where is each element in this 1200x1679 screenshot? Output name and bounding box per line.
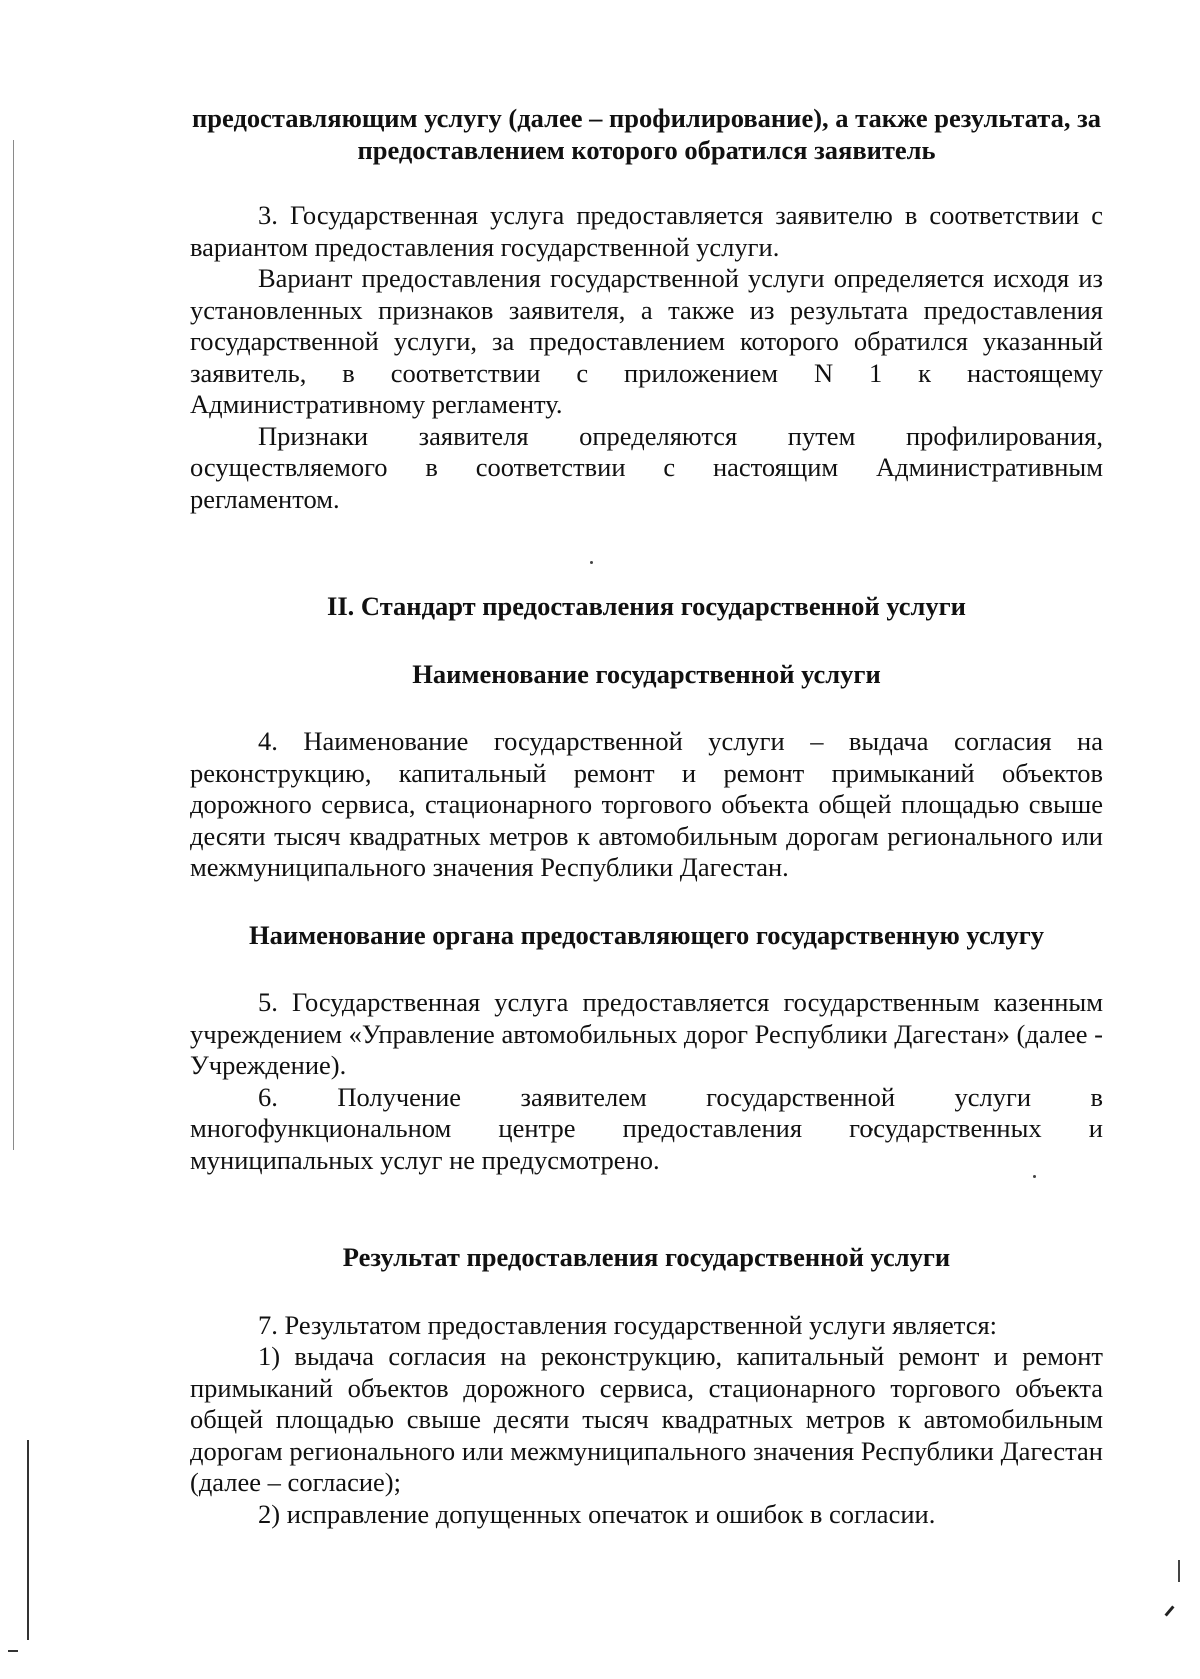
spacer — [190, 884, 1103, 920]
paragraph-variant: Вариант предоставления государственной услуги определяется исходя из установленных признаков заявителя, а также из результата предоставления государственной услуги, за предоставлением которого обратился указанный заявитель, в соответствии с приложением N 1 к настоящему Административному регламенту. — [190, 263, 1103, 419]
paragraph-4: 4. Наименование государственной услуги – выдача согласия на реконструкцию, капитальный ремонт и ремонт примыканий объектов дорожного сервиса, стационарного торгового объекта общей площадью свыше десяти тысяч квадратных метров к автомобильным дорогам регионального или межмуниципального значения Республики Дагестан. — [190, 726, 1103, 882]
paragraph-signs: Признаки заявителя определяются путем профилирования, осуществляемого в соответствии с настоящим Административным регламентом. — [190, 420, 1103, 514]
scan-edge-line — [27, 1440, 29, 1640]
paragraph-3: 3. Государственная услуга предоставляется заявителю в соответствии с вариантом предоставления государственной услуги. — [190, 200, 1103, 262]
spacer — [190, 515, 1103, 591]
sub-heading-authority: Наименование органа предоставляющего государственную услугу — [248, 919, 1045, 950]
sub-heading-service-name: Наименование государственной услуги — [412, 658, 881, 689]
spacer — [190, 1176, 1103, 1242]
spacer — [190, 951, 1103, 987]
paragraph-7-item-1: 1) выдача согласия на реконструкцию, капитальный ремонт и ремонт примыканий объектов дорожного сервиса, стационарного торгового объекта общей площадью свыше десяти тысяч квадратных метров к автомобильным дорогам регионального или межмуниципального значения Республики Дагестан (далее – согласие); — [190, 1341, 1103, 1497]
spacer — [190, 690, 1103, 726]
paragraph-6: 6. Получение заявителем государственной услуги в многофункциональном центре предоставления государственных и муниципальных услуг не предусмотрено. — [190, 1081, 1103, 1175]
sub-heading-result: Результат предоставления государственной услуги — [342, 1242, 951, 1272]
paragraph-7: 7. Результатом предоставления государственной услуги является: — [258, 1309, 998, 1340]
intro-heading: предоставляющим услугу (далее – профилирование), а также результата, за предоставлением которого обратился заявитель — [192, 103, 1101, 165]
scan-edge-line — [8, 1650, 18, 1652]
spacer — [190, 623, 1103, 659]
paragraph-5: 5. Государственная услуга предоставляется государственным казенным учреждением «Управление автомобильных дорог Республики Дагестан» (далее - Учреждение). — [190, 987, 1103, 1080]
spacer — [190, 1274, 1103, 1310]
spacer — [190, 166, 1103, 200]
scan-edge-line — [13, 140, 14, 1150]
paragraph-7-item-2: 2) исправление допущенных опечаток и ошибок в согласии. — [258, 1498, 936, 1529]
scan-edge-line — [1164, 1605, 1174, 1616]
section-heading: II. Стандарт предоставления государственной услуги — [327, 591, 966, 621]
document-body — [190, 103, 1103, 1530]
scan-edge-line — [1178, 1560, 1180, 1582]
